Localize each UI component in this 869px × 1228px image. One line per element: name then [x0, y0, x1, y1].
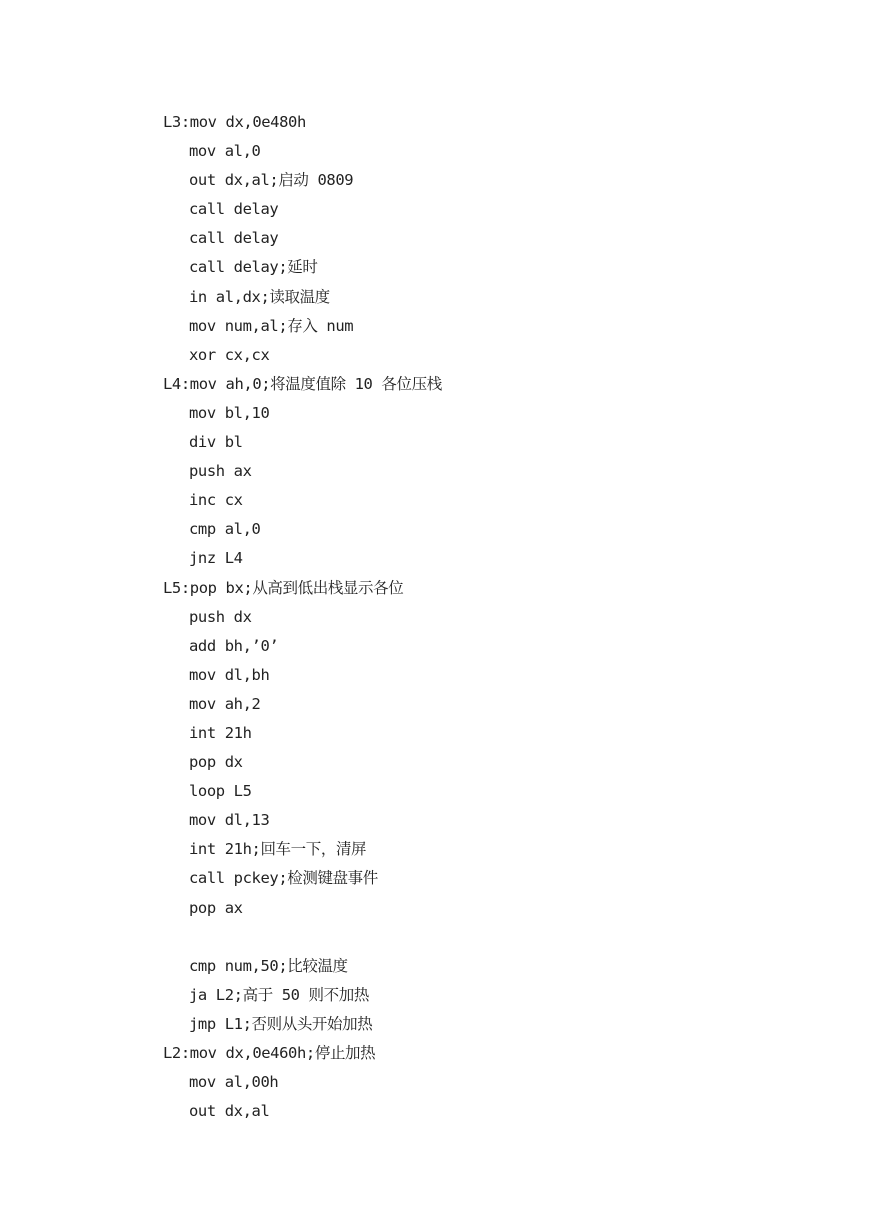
code-line: div bl: [189, 433, 243, 452]
code-line: mov dl,bh: [189, 665, 270, 684]
code-line: push ax: [189, 462, 252, 481]
code-line: L4:mov ah,0;将温度值除 10 各位压栈: [163, 374, 442, 393]
code-line: loop L5: [189, 782, 252, 801]
code-line: pop ax: [189, 898, 243, 917]
code-line: mov num,al;存入 num: [189, 316, 354, 335]
code-line: cmp al,0: [189, 520, 261, 539]
code-line: xor cx,cx: [189, 345, 270, 364]
code-line: push dx: [189, 607, 252, 626]
code-line: jnz L4: [189, 549, 243, 568]
code-line: inc cx: [189, 491, 243, 510]
code-line: mov ah,2: [189, 694, 261, 713]
code-line: add bh,’0’: [189, 636, 279, 655]
code-line: call delay: [189, 229, 279, 248]
code-line: call delay: [189, 200, 279, 219]
code-line: pop dx: [189, 753, 243, 772]
code-line: L5:pop bx;从高到低出栈显示各位: [163, 578, 404, 597]
code-line: mov dl,13: [189, 811, 270, 830]
code-line: call delay;延时: [189, 258, 318, 277]
code-line: out dx,al: [189, 1102, 270, 1121]
code-line: int 21h;回车一下，清屏: [189, 840, 367, 859]
code-line: mov al,0: [189, 142, 261, 161]
code-line: in al,dx;读取温度: [189, 287, 330, 306]
code-line: int 21h: [189, 723, 252, 742]
code-line: ja L2;高于 50 则不加热: [189, 985, 369, 1004]
code-line: out dx,al;启动 0809: [189, 171, 354, 190]
code-line: jmp L1;否则从头开始加热: [189, 1014, 373, 1033]
code-line: L2:mov dx,0e460h;停止加热: [163, 1044, 376, 1062]
code-line: cmp num,50;比较温度: [189, 956, 348, 975]
code-line: call pckey;检测键盘事件: [189, 869, 378, 888]
code-line: mov al,00h: [189, 1073, 279, 1092]
blank-line: [163, 923, 763, 952]
code-line: L3:mov dx,0e480h: [163, 113, 306, 131]
code-line: mov bl,10: [189, 403, 270, 422]
assembly-code-block: [163, 108, 763, 1126]
